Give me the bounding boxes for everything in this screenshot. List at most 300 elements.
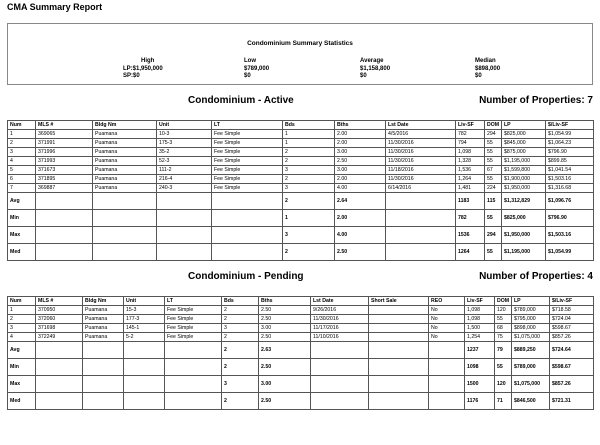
table-cell: $1,075,000 [512, 333, 550, 342]
table-cell: 75 [495, 333, 512, 342]
table-cell: 120 [495, 306, 512, 315]
table-cell: 115 [485, 193, 502, 210]
column-header: MLS # [36, 297, 83, 306]
table-cell: $1,599,800 [502, 166, 546, 175]
table-cell [369, 376, 429, 393]
table-cell: 2 [283, 244, 335, 261]
table-cell: Fee Simple [212, 157, 283, 166]
table-cell: 177-3 [124, 315, 165, 324]
table-cell: $1,041.54 [546, 166, 594, 175]
table-cell: 3.00 [335, 148, 386, 157]
table-cell: 369887 [36, 184, 93, 193]
table-cell: 1 [283, 139, 335, 148]
report-title: CMA Summary Report [7, 2, 103, 12]
table-cell: 2.64 [335, 193, 386, 210]
table-cell: 1536 [456, 227, 485, 244]
table-row [8, 324, 594, 333]
table-row [8, 148, 594, 157]
pending-property-count: Number of Properties: 4 [479, 271, 593, 282]
summary-high-sp: SP:$0 [123, 73, 140, 79]
table-cell: 5-2 [124, 333, 165, 342]
table-cell: 11/10/2016 [311, 333, 369, 342]
table-cell: 55 [485, 175, 502, 184]
summary-median [475, 58, 500, 81]
table-cell: 3 [283, 184, 335, 193]
summary-average-label: Average [360, 58, 384, 64]
summary-average-lp: $1,158,800 [360, 65, 391, 72]
column-header: DOM [495, 297, 512, 306]
table-cell [311, 393, 369, 410]
summary-average-sp: $0 [360, 73, 367, 79]
table-cell: $857.26 [550, 333, 594, 342]
summary-high [123, 58, 163, 81]
table-cell [311, 376, 369, 393]
pending-section-title: Condominium - Pending [188, 271, 304, 282]
table-cell [386, 227, 456, 244]
table-cell: $1,195,000 [502, 244, 546, 261]
table-cell: 68 [495, 324, 512, 333]
table-cell: 371991 [36, 139, 93, 148]
table-cell: 240-3 [157, 184, 212, 193]
table-cell: 55 [485, 139, 502, 148]
table-cell: 4 [8, 157, 36, 166]
table-cell [124, 393, 165, 410]
table-cell: 4.00 [335, 227, 386, 244]
table-cell [83, 393, 124, 410]
table-cell: 2 [8, 315, 36, 324]
table-cell: 372249 [36, 333, 83, 342]
pending-table-header [8, 297, 594, 306]
summary-average [360, 58, 390, 81]
table-cell: $598.67 [550, 324, 594, 333]
table-cell [36, 244, 93, 261]
table-cell: Puamana [93, 184, 157, 193]
table-cell [165, 393, 222, 410]
table-cell: 1264 [456, 244, 485, 261]
table-cell: $796.90 [546, 148, 594, 157]
table-cell: 11/17/2016 [311, 324, 369, 333]
table-cell: Fee Simple [212, 184, 283, 193]
table-cell: 782 [456, 130, 485, 139]
table-cell [36, 376, 83, 393]
table-cell: 175-3 [157, 139, 212, 148]
table-cell: $825,000 [502, 210, 546, 227]
table-cell: 1,536 [456, 166, 485, 175]
table-cell: $1,096.76 [546, 193, 594, 210]
table-cell: 1,481 [456, 184, 485, 193]
table-cell: $889,250 [512, 342, 550, 359]
table-cell: 3 [222, 324, 259, 333]
table-cell: $1,900,000 [502, 175, 546, 184]
table-cell: 2.50 [335, 157, 386, 166]
column-header: LP [502, 121, 546, 130]
table-cell: 2 [222, 359, 259, 376]
pending-listings-table [7, 296, 594, 410]
table-cell: 294 [485, 227, 502, 244]
column-header: MLS # [36, 121, 93, 130]
column-header: Short Sale [369, 297, 429, 306]
table-cell: $789,000 [512, 306, 550, 315]
table-cell: 216-4 [157, 175, 212, 184]
table-cell: 370950 [36, 306, 83, 315]
table-cell: 794 [456, 139, 485, 148]
table-cell: 224 [485, 184, 502, 193]
table-cell: $1,195,000 [502, 157, 546, 166]
table-cell: 10-3 [157, 130, 212, 139]
active-table-header [8, 121, 594, 130]
summary-row-med [8, 244, 594, 261]
table-cell: Max [8, 227, 36, 244]
table-cell: Puamana [93, 157, 157, 166]
table-cell: 2 [283, 157, 335, 166]
table-cell: $796.90 [546, 210, 594, 227]
table-row [8, 333, 594, 342]
table-cell: Fee Simple [165, 333, 222, 342]
column-header: Lst Date [311, 297, 369, 306]
table-cell: $1,054.99 [546, 130, 594, 139]
table-cell: 2.00 [335, 175, 386, 184]
table-cell: 111-2 [157, 166, 212, 175]
summary-high-label: High [141, 58, 155, 64]
table-cell: 371996 [36, 148, 93, 157]
table-cell: Fee Simple [165, 306, 222, 315]
table-cell: Fee Simple [212, 166, 283, 175]
column-header: Bldg Nm [83, 297, 124, 306]
table-cell: Puamana [93, 139, 157, 148]
column-header: Bldg Nm [93, 121, 157, 130]
table-cell: 2.50 [259, 393, 311, 410]
column-header: Liv-SF [456, 121, 485, 130]
summary-row-max [8, 376, 594, 393]
column-header: Bths [335, 121, 386, 130]
table-cell [429, 393, 465, 410]
table-cell: Avg [8, 342, 36, 359]
table-cell [93, 210, 157, 227]
table-cell: 67 [485, 166, 502, 175]
table-cell [429, 359, 465, 376]
table-cell: $789,000 [512, 359, 550, 376]
summary-row-avg [8, 342, 594, 359]
table-cell: $898,000 [512, 324, 550, 333]
table-cell: Puamana [83, 324, 124, 333]
table-cell [157, 244, 212, 261]
table-cell: 2.50 [259, 333, 311, 342]
table-cell [429, 342, 465, 359]
summary-row-avg [8, 193, 594, 210]
table-cell: 1,098 [465, 315, 495, 324]
table-cell [212, 227, 283, 244]
table-cell: $1,503.16 [546, 175, 594, 184]
summary-low [244, 58, 269, 81]
column-header: Unit [157, 121, 212, 130]
table-cell: 3.00 [259, 376, 311, 393]
table-cell: 1,264 [456, 175, 485, 184]
table-cell [386, 193, 456, 210]
summary-row-med [8, 393, 594, 410]
table-cell: $598.67 [550, 359, 594, 376]
table-cell [429, 376, 465, 393]
table-cell [83, 342, 124, 359]
table-cell: No [429, 333, 465, 342]
table-row [8, 184, 594, 193]
table-cell: 11/30/2016 [386, 157, 456, 166]
table-cell: 3 [222, 376, 259, 393]
table-cell [311, 342, 369, 359]
table-cell: 4 [8, 333, 36, 342]
table-cell: 11/18/2016 [386, 166, 456, 175]
table-row [8, 166, 594, 175]
table-cell: $857.26 [550, 376, 594, 393]
column-header: DOM [485, 121, 502, 130]
table-cell: 2.63 [259, 342, 311, 359]
table-cell: No [429, 324, 465, 333]
table-cell: 11/30/2016 [386, 175, 456, 184]
table-cell: 2 [283, 193, 335, 210]
table-cell [36, 342, 83, 359]
table-cell: $899.85 [546, 157, 594, 166]
table-cell: Puamana [93, 148, 157, 157]
table-cell [212, 210, 283, 227]
table-cell: 35-2 [157, 148, 212, 157]
table-cell [93, 244, 157, 261]
table-cell [124, 376, 165, 393]
table-cell [93, 193, 157, 210]
table-cell: 11/30/2016 [386, 148, 456, 157]
table-cell: $825,000 [502, 130, 546, 139]
table-cell [83, 359, 124, 376]
table-row [8, 175, 594, 184]
table-cell: Fee Simple [212, 148, 283, 157]
table-cell: $724.64 [550, 342, 594, 359]
table-cell: 2.50 [259, 359, 311, 376]
table-cell: 79 [495, 342, 512, 359]
table-cell: $875,000 [502, 148, 546, 157]
table-row [8, 306, 594, 315]
table-cell [36, 359, 83, 376]
table-cell: 2.50 [335, 244, 386, 261]
table-cell: 2 [222, 315, 259, 324]
table-cell: 1183 [456, 193, 485, 210]
table-cell: 1237 [465, 342, 495, 359]
table-cell: Puamana [93, 166, 157, 175]
table-row [8, 139, 594, 148]
table-cell: Puamana [83, 306, 124, 315]
summary-median-label: Median [475, 58, 496, 64]
summary-row-min [8, 210, 594, 227]
table-cell: 1176 [465, 393, 495, 410]
table-cell: Min [8, 359, 36, 376]
table-cell: $1,950,000 [502, 227, 546, 244]
table-cell: 371993 [36, 157, 93, 166]
column-header: Num [8, 121, 36, 130]
table-cell: 6 [8, 175, 36, 184]
table-cell [311, 359, 369, 376]
table-cell [157, 193, 212, 210]
table-cell: 1,098 [465, 306, 495, 315]
summary-low-lp: $789,000 [244, 65, 270, 72]
table-row [8, 315, 594, 324]
table-cell [386, 244, 456, 261]
column-header: Unit [124, 297, 165, 306]
table-cell: 2 [222, 393, 259, 410]
table-cell: Fee Simple [165, 324, 222, 333]
table-cell: 1 [8, 306, 36, 315]
table-cell [369, 306, 429, 315]
table-cell [93, 227, 157, 244]
table-cell: $1,054.99 [546, 244, 594, 261]
table-cell: Min [8, 210, 36, 227]
table-cell [165, 376, 222, 393]
table-cell: 1500 [465, 376, 495, 393]
table-cell: 1,098 [456, 148, 485, 157]
table-cell: $1,316.68 [546, 184, 594, 193]
table-row [8, 157, 594, 166]
table-cell: $718.58 [550, 306, 594, 315]
summary-row-max [8, 227, 594, 244]
table-cell [369, 324, 429, 333]
table-cell: $795,000 [512, 315, 550, 324]
table-cell: Puamana [83, 333, 124, 342]
column-header: REO [429, 297, 465, 306]
table-cell [157, 227, 212, 244]
table-cell: 3.00 [259, 324, 311, 333]
table-cell: 2 [222, 333, 259, 342]
table-cell: 1 [8, 130, 36, 139]
table-cell: Med [8, 244, 36, 261]
table-cell: 55 [495, 359, 512, 376]
table-cell: 2.00 [335, 210, 386, 227]
table-cell: 372060 [36, 315, 83, 324]
table-cell: 55 [485, 157, 502, 166]
table-cell: Puamana [93, 130, 157, 139]
summary-title: Condominium Summary Statistics [247, 40, 353, 47]
table-cell [369, 393, 429, 410]
table-cell: $1,075,000 [512, 376, 550, 393]
column-header: LP [512, 297, 550, 306]
table-cell: 2.00 [335, 130, 386, 139]
table-cell: 369065 [36, 130, 93, 139]
table-cell: 5 [8, 166, 36, 175]
table-cell: $1,312,829 [502, 193, 546, 210]
table-cell: No [429, 306, 465, 315]
table-cell: $1,503.16 [546, 227, 594, 244]
column-header: Bds [283, 121, 335, 130]
table-cell: Fee Simple [165, 315, 222, 324]
table-cell: 15-3 [124, 306, 165, 315]
table-cell: 1 [283, 130, 335, 139]
table-cell: $1,950,000 [502, 184, 546, 193]
table-cell: Fee Simple [212, 175, 283, 184]
table-cell [369, 359, 429, 376]
table-cell [212, 193, 283, 210]
table-cell: 2 [283, 148, 335, 157]
summary-statistics-box [7, 23, 593, 85]
column-header: Liv-SF [465, 297, 495, 306]
table-cell: Max [8, 376, 36, 393]
table-cell: 782 [456, 210, 485, 227]
table-cell: 1 [283, 210, 335, 227]
table-cell: 7 [8, 184, 36, 193]
table-cell [165, 342, 222, 359]
table-cell: 1098 [465, 359, 495, 376]
summary-low-sp: $0 [244, 73, 251, 79]
summary-row-min [8, 359, 594, 376]
table-cell: Med [8, 393, 36, 410]
table-cell: Fee Simple [212, 139, 283, 148]
table-cell: Puamana [93, 175, 157, 184]
table-cell: 55 [485, 210, 502, 227]
column-header: Bths [259, 297, 311, 306]
summary-high-lp: LP:$1,950,000 [123, 65, 163, 72]
active-section-title: Condominium - Active [188, 95, 294, 106]
table-row [8, 130, 594, 139]
table-cell: 2 [8, 139, 36, 148]
column-header: LT [165, 297, 222, 306]
column-header: $/Liv-SF [550, 297, 594, 306]
table-cell [369, 315, 429, 324]
table-cell: 294 [485, 130, 502, 139]
column-header: Num [8, 297, 36, 306]
table-cell: 145-1 [124, 324, 165, 333]
table-cell: 71 [495, 393, 512, 410]
table-cell: 371673 [36, 166, 93, 175]
summary-median-sp: $0 [475, 73, 482, 79]
table-cell: $1,064.23 [546, 139, 594, 148]
table-cell: 2 [283, 175, 335, 184]
table-cell: 3 [8, 324, 36, 333]
table-cell: No [429, 315, 465, 324]
table-cell: 55 [485, 244, 502, 261]
table-cell [83, 376, 124, 393]
table-cell [165, 359, 222, 376]
table-cell: $846,500 [512, 393, 550, 410]
table-cell: 3 [8, 148, 36, 157]
table-cell: 120 [495, 376, 512, 393]
table-cell: Avg [8, 193, 36, 210]
summary-low-label: Low [244, 58, 256, 64]
table-cell: 3 [283, 227, 335, 244]
table-cell: 2 [222, 342, 259, 359]
table-cell: 371698 [36, 324, 83, 333]
table-cell: 52-3 [157, 157, 212, 166]
table-cell [369, 333, 429, 342]
table-cell [124, 342, 165, 359]
table-cell: 4/5/2016 [386, 130, 456, 139]
table-cell: 55 [495, 315, 512, 324]
table-cell: $721.31 [550, 393, 594, 410]
table-cell: 11/30/2016 [386, 139, 456, 148]
table-cell: 11/30/2016 [311, 315, 369, 324]
table-cell: 2.50 [259, 315, 311, 324]
table-cell [36, 210, 93, 227]
column-header: Lst Date [386, 121, 456, 130]
column-header: Bds [222, 297, 259, 306]
table-cell: 1,500 [465, 324, 495, 333]
table-cell: 1,328 [456, 157, 485, 166]
active-property-count: Number of Properties: 7 [479, 95, 593, 106]
table-cell [157, 210, 212, 227]
table-cell [36, 393, 83, 410]
table-cell: 3.00 [335, 166, 386, 175]
column-header: $/Liv-SF [546, 121, 594, 130]
table-cell: Puamana [83, 315, 124, 324]
table-cell [124, 359, 165, 376]
column-header: LT [212, 121, 283, 130]
table-cell: Fee Simple [212, 130, 283, 139]
active-listings-table [7, 120, 594, 261]
table-cell: 3 [283, 166, 335, 175]
table-cell: $845,000 [502, 139, 546, 148]
